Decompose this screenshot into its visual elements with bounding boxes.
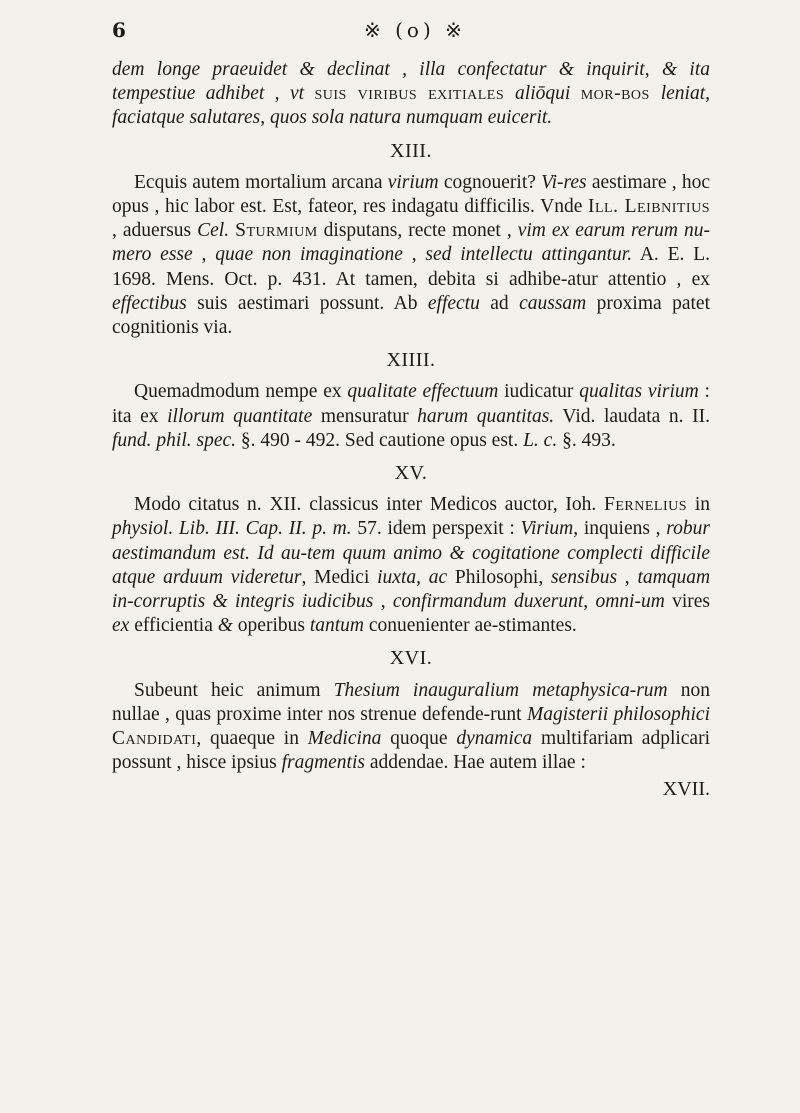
italic-run: ac (428, 566, 448, 588)
paragraph (112, 171, 710, 340)
italic-run: L. c. (523, 429, 558, 451)
text-run: §. 493. (557, 429, 616, 451)
italic-run: robur aestimandum est. Id au-tem quum animo (112, 518, 710, 564)
text-run: quoque (381, 728, 457, 750)
italic-run: qualitate effectuum (347, 381, 499, 403)
text-run: , (617, 566, 638, 588)
italic-run: & (299, 59, 327, 80)
italic-run: ex (112, 615, 130, 637)
italic-run: Cel. (197, 220, 230, 242)
text-run: , (373, 591, 393, 613)
italic-run: dem longe praeuidet (112, 59, 300, 80)
text-run: proxima patet cognitionis via. (112, 292, 710, 339)
italic-run: caussam (519, 292, 587, 314)
running-head (112, 14, 712, 48)
text-run: non nullae , quas proxime inter nos strenue defende-runt (112, 679, 711, 725)
page-number: 6 (112, 18, 126, 42)
italic-run: effectu (427, 292, 480, 314)
text-run: Vid. laudata n. II. (554, 405, 710, 427)
paragraph (112, 58, 710, 131)
italic-run: illa confectatur (419, 59, 559, 80)
italic-run: inquirit (586, 59, 645, 80)
text-run: disputans, recte monet , (317, 220, 518, 242)
small-caps-run: Fernelius (604, 494, 688, 516)
italic-run: & (449, 542, 473, 564)
text-run: multifariam adplicari possunt , hisce ipsius (112, 728, 710, 774)
italic-run: harum quantitas. (417, 405, 555, 427)
text-body (112, 58, 710, 802)
italic-run: virium (387, 171, 439, 193)
catchword-heading: XVII. (662, 778, 710, 801)
italic-run: quae non imaginatione (215, 244, 403, 266)
italic-run: dynamica (456, 728, 533, 750)
italic-run: sed intellectu attingantur. (425, 244, 633, 266)
italic-run: & (217, 615, 238, 637)
italic-run: Magisterii philosophici (526, 703, 710, 725)
small-caps-run: mor-bos (580, 83, 661, 105)
text-run: conuenienter ae-stimantes. (364, 615, 577, 637)
text-run: Ecquis autem mortalium arcana (134, 171, 388, 193)
text-run: , (260, 107, 270, 129)
italic-run: aliōqui (515, 83, 581, 105)
text-run: , (705, 83, 711, 105)
paragraph (112, 493, 710, 638)
text-run: vires (664, 591, 711, 613)
italic-run: confirmandum duxerunt (392, 591, 584, 613)
text-run: aestimare , hoc opus , hic labor est. Est, fateor, res indagatu difficilis. Vnde (112, 171, 710, 218)
italic-run: iuxta (377, 566, 417, 588)
italic-run: cogitatione complecti difficile atque arduum videretur (112, 542, 710, 588)
text-run: , Medici (301, 566, 378, 588)
small-caps-run: Sturmium (235, 220, 318, 242)
italic-run: integris iudicibus (234, 591, 374, 613)
text-run: : ita ex (112, 381, 710, 427)
text-run: ad (479, 292, 520, 314)
italic-run: leniat (660, 83, 706, 105)
text-run: , aduersus (112, 220, 198, 242)
header-ornament: ※ (o) ※ (364, 18, 466, 42)
italic-run: fragmentis (281, 752, 365, 774)
text-run: , inquiens , (573, 518, 667, 540)
italic-run: ita tempestiue adhibet , vt (112, 59, 710, 105)
paragraph (112, 679, 710, 776)
text-run: addendae. Hae autem illae : (364, 752, 586, 774)
italic-run: qualitas virium (579, 381, 699, 403)
text-run: Subeunt heic animum (134, 679, 334, 701)
text-run: , (192, 244, 216, 266)
text-run: suis aestimari possunt. Ab (186, 292, 428, 314)
italic-run: Thesium inauguralium metaphysica-rum (333, 679, 668, 701)
text-run: , (583, 591, 596, 613)
text-run: , (644, 59, 662, 80)
italic-run: physiol. Lib. III. Cap. II. p. m. (112, 518, 352, 540)
italic-run: sensibus (550, 566, 618, 588)
small-caps-run: suis viribus exitiales (314, 83, 516, 105)
italic-run: & (212, 591, 235, 613)
text-run: , quaeque in (196, 728, 308, 750)
italic-run: vim ex earum rerum nu-mero esse (112, 220, 711, 266)
paragraph (112, 380, 710, 453)
italic-run: fund. phil. spec. (112, 429, 237, 451)
italic-run: Medicina (307, 728, 382, 750)
section-heading: XV. (394, 462, 428, 485)
italic-run: quos sola natura numquam euicerit. (269, 107, 553, 129)
small-caps-run: Candidati (112, 728, 197, 750)
text-run: cognouerit? (438, 171, 542, 193)
italic-run: & (661, 59, 690, 80)
text-run: A. E. L. 1698. Mens. Oct. p. 431. At tamen, debita si adhibe-atur attentio , ex (112, 244, 710, 290)
italic-run: faciatque salutares (112, 107, 261, 129)
text-run: mensuratur (312, 405, 418, 427)
text-run: , (416, 566, 429, 588)
section-heading: XVI. (389, 647, 433, 670)
text-run: in (687, 494, 711, 516)
italic-run: omni-um (595, 591, 665, 613)
text-run: §. 490 - 492. Sed cautione opus est. (236, 429, 524, 451)
text-run: iudicatur (498, 381, 580, 403)
italic-run: Vi-res (541, 171, 587, 193)
text-run: Modo citatus n. XII. classicus inter Medicos auctor, Ioh. (134, 494, 605, 516)
text-run: 57. idem perspexit : (351, 518, 521, 540)
italic-run: effectibus (112, 292, 187, 314)
italic-run: tantum (309, 615, 364, 637)
italic-run: declinat , (326, 59, 420, 80)
text-run: , (402, 244, 426, 266)
text-run: operibus (237, 615, 310, 637)
text-run: Philosophi, (447, 566, 551, 588)
italic-run: illorum quantitate (167, 405, 313, 427)
section-heading: XIII. (390, 139, 432, 162)
italic-run: Virium (520, 518, 574, 540)
text-run: efficientia (129, 615, 218, 637)
italic-run: tamquam in-corruptis (112, 566, 711, 613)
italic-run: & (558, 59, 587, 80)
small-caps-run: Ill. Leibnitius (588, 196, 710, 218)
section-heading: XIIII. (386, 349, 436, 372)
text-run: Quemadmodum nempe ex (134, 381, 348, 403)
